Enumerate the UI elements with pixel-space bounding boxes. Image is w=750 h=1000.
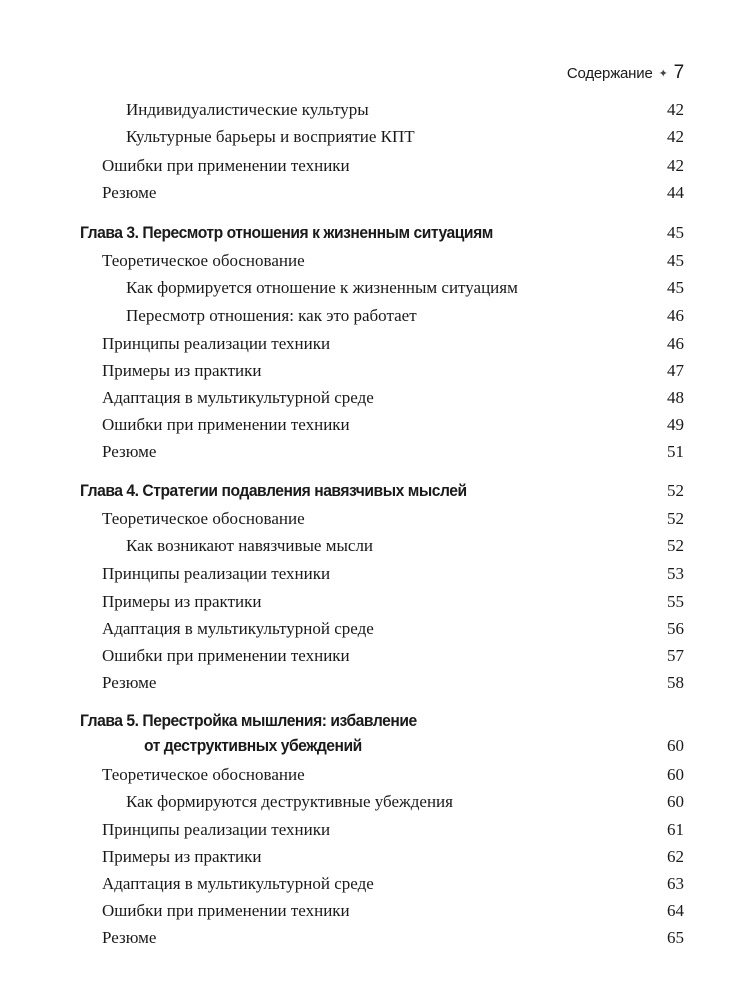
toc-entry-title: Теоретическое обоснование (102, 509, 305, 528)
toc-entry-page: 58 (667, 673, 684, 692)
toc-entry-page: 44 (667, 183, 684, 202)
toc-entry-page: 42 (667, 156, 684, 175)
toc-entry-page: 46 (667, 334, 684, 353)
toc-entry-page: 45 (667, 251, 684, 270)
toc-entry-page: 45 (667, 278, 684, 297)
toc-entry-page: 63 (667, 874, 684, 893)
toc-entry-page: 52 (667, 509, 684, 528)
toc-entry-page: 61 (667, 820, 684, 839)
toc-entry-title: Принципы реализации техники (102, 334, 331, 353)
toc-entry-title: Адаптация в мультикультурной среде (102, 388, 374, 407)
toc-entry-title: Принципы реализации техники (102, 564, 331, 583)
toc-entry-page: 56 (667, 619, 684, 638)
toc-entry-page: 55 (667, 592, 684, 611)
chapter-title-line-1: Глава 5. Перестройка мышления: избавление (80, 711, 417, 730)
toc-entry-page: 42 (667, 127, 684, 146)
toc-entry-page: 52 (667, 481, 684, 500)
toc-entry-title: Примеры из практики (102, 592, 262, 611)
toc-entry-title: Резюме (102, 673, 157, 692)
toc-entry-title: Теоретическое обоснование (102, 251, 305, 270)
toc-entry-title: Индивидуалистические культуры (126, 100, 369, 119)
toc-entry-page: 45 (667, 223, 684, 242)
toc-entry-title: Ошибки при применении техники (102, 415, 350, 434)
chapter-title: Глава 4. Стратегии подавления навязчивых мыслей (80, 481, 467, 500)
toc-entry-page: 53 (667, 564, 684, 583)
toc-entry-page: 64 (667, 901, 684, 920)
toc-entry-page: 65 (667, 928, 684, 947)
toc-entry-page: 62 (667, 847, 684, 866)
toc-entry-page: 51 (667, 442, 684, 461)
toc-entry-title: Адаптация в мультикультурной среде (102, 619, 374, 638)
toc-entry-title: Теоретическое обоснование (102, 765, 305, 784)
toc-entry-title: Резюме (102, 928, 157, 947)
toc-entry-title: Примеры из практики (102, 361, 262, 380)
toc-entry-title: Ошибки при применении техники (102, 901, 350, 920)
toc-entry-title: Принципы реализации техники (102, 820, 331, 839)
toc-entry-title: Адаптация в мультикультурной среде (102, 874, 374, 893)
toc-entry-page: 42 (667, 100, 684, 119)
toc-entry-page: 60 (667, 792, 684, 811)
toc-entry-title: Примеры из практики (102, 847, 262, 866)
header-page-number: 7 (673, 62, 684, 83)
toc-entry-page: 60 (667, 765, 684, 784)
toc-entry-title: Как возникают навязчивые мысли (126, 536, 374, 555)
toc-entry-page: 47 (667, 361, 684, 380)
toc-entry-title: Ошибки при применении техники (102, 646, 350, 665)
header-separator-icon: ✦ (658, 67, 668, 80)
toc-entry-title: Резюме (102, 183, 157, 202)
chapter-title: Глава 3. Пересмотр отношения к жизненным ситуациям (80, 223, 493, 242)
toc-entry-page: 46 (667, 306, 684, 325)
toc-entry-page: 48 (667, 388, 684, 407)
running-header (567, 62, 684, 84)
toc-entry-title: Как формируется отношение к жизненным ситуациям (126, 278, 518, 297)
toc-entry-title: Ошибки при применении техники (102, 156, 350, 175)
toc-entry-title: Пересмотр отношения: как это работает (126, 306, 417, 325)
toc-entry-page: 49 (667, 415, 684, 434)
toc-entry-page: 52 (667, 536, 684, 555)
toc-entry-page: 60 (667, 736, 684, 755)
header-section-title: Содержание (566, 64, 653, 82)
toc-entry-title: Как формируются деструктивные убеждения (126, 792, 453, 811)
toc-entry-title: Культурные барьеры и восприятие КПТ (126, 127, 415, 146)
toc-entry-title: Резюме (102, 442, 157, 461)
chapter-title-line-2: от деструктивных убеждений (144, 736, 362, 755)
toc-entry-page: 57 (667, 646, 684, 665)
